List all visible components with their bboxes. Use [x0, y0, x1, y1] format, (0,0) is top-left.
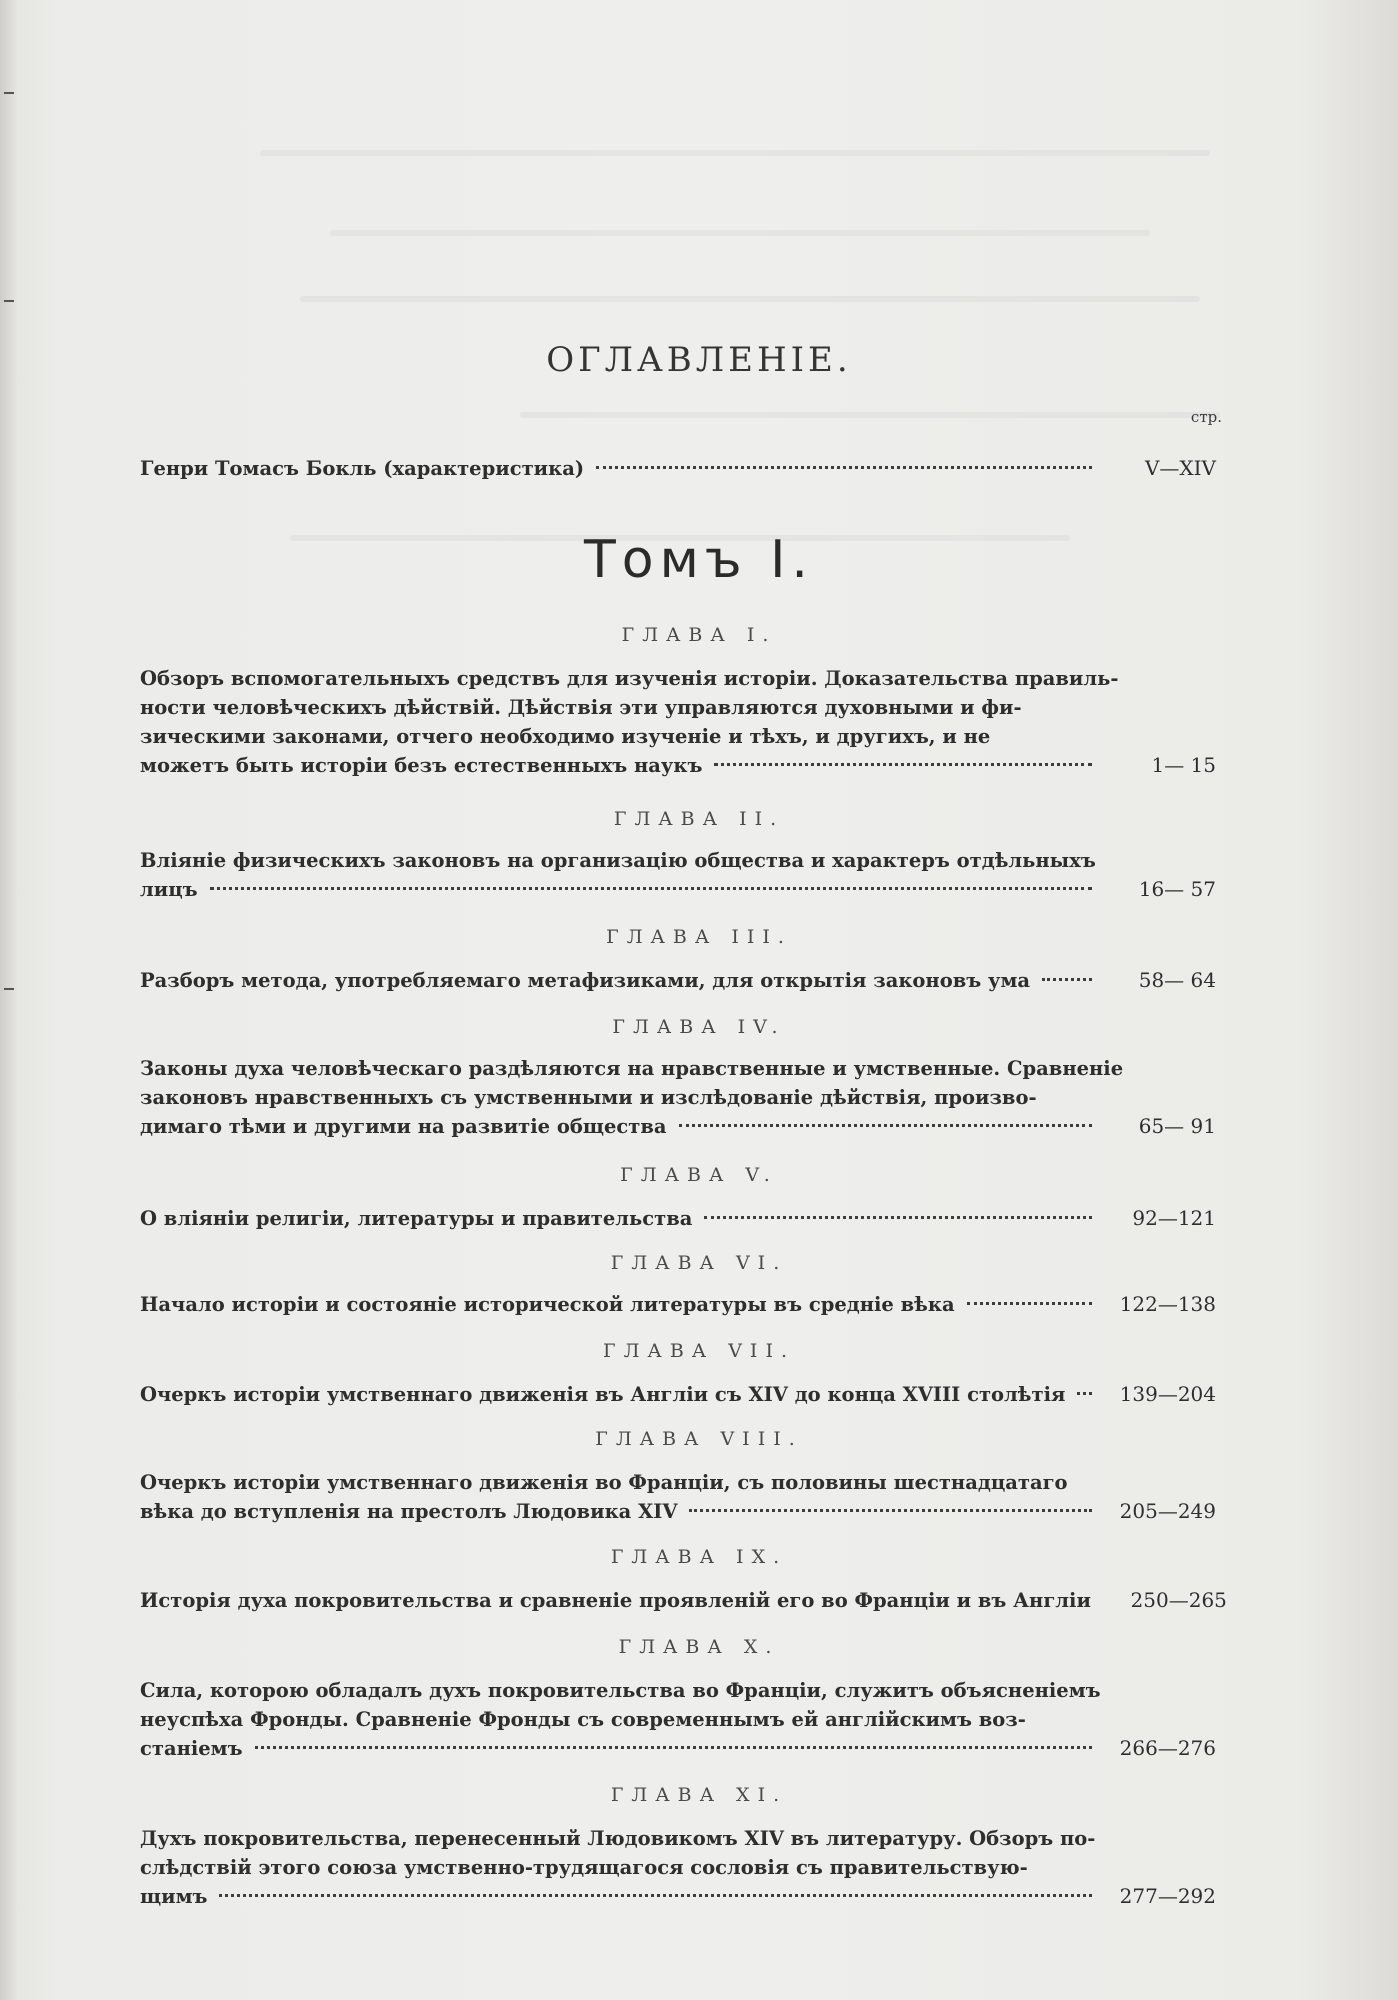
page-range: 266—276: [1119, 1736, 1216, 1760]
chapter-entry: Вліяніе физическихъ законовъ на организацію общества и характеръ отдѣльныхъ лицъ 16— 57: [140, 846, 1216, 904]
dot-leader: [1077, 1392, 1092, 1395]
page-title: ОГЛАВЛЕНІЕ.: [546, 340, 852, 380]
chapter-entry: Обзоръ вспомогательныхъ средствъ для изученія исторіи. Доказательства правиль- ности человѣческихъ дѣйствій. Дѣйствія эти управляются духовными и фи- зическими законами, отчего необходимо изученіе и тѣхъ, и другихъ, и не можетъ быть исторіи безъ естественныхъ наукъ 1— 15: [140, 664, 1216, 780]
dot-leader: [679, 1124, 1093, 1127]
chapter-entry: Сила, которою обладалъ духъ покровительства во Франціи, служитъ объясненіемъ неуспѣха Фронды. Сравненіе Фронды съ современнымъ ей англійскимъ воз- станіемъ 266—276: [140, 1676, 1216, 1763]
page-range: 122—138: [1119, 1292, 1216, 1316]
chapter-title: ГЛАВА IX.: [610, 1546, 788, 1568]
dot-leader: [1042, 978, 1092, 981]
chapter-entry: Разборъ метода, употребляемаго метафизиками, для открытія законовъ ума 58— 64: [140, 966, 1216, 995]
page-range: 92—121: [1132, 1206, 1216, 1230]
chapter-title: ГЛАВА X.: [618, 1636, 780, 1658]
page-range: 277—292: [1119, 1884, 1216, 1908]
dot-leader: [689, 1509, 1092, 1512]
chapter-title: ГЛАВА IV.: [612, 1016, 786, 1038]
bleed-through: [260, 150, 1210, 156]
page-column-label: стр.: [1190, 408, 1222, 426]
dot-leader: [596, 466, 1092, 469]
chapter-title: ГЛАВА III.: [606, 926, 792, 948]
chapter-title: ГЛАВА VIII.: [595, 1428, 803, 1450]
bleed-through: [520, 412, 1220, 418]
dot-leader: [255, 1746, 1092, 1749]
bleed-through: [330, 230, 1150, 236]
page-range: 250—265: [1130, 1588, 1227, 1612]
dot-leader: [219, 1894, 1092, 1897]
chapter-title: ГЛАВА XI.: [610, 1784, 788, 1806]
chapter-title: ГЛАВА I.: [621, 624, 777, 646]
chapter-entry: Очеркъ исторіи умственнаго движенія въ Англіи съ XIV до конца XVIII столѣтія 139—204: [140, 1380, 1216, 1409]
bleed-through: [300, 296, 1200, 302]
chapter-title: ГЛАВА II.: [613, 808, 785, 830]
dot-leader: [704, 1216, 1092, 1219]
intro-entry: [140, 454, 1216, 483]
page-range: 205—249: [1119, 1499, 1216, 1523]
page-range: 16— 57: [1138, 877, 1216, 901]
chapter-entry: Очеркъ исторіи умственнаго движенія во Франціи, съ половины шестнадцатаго вѣка до вступленія на престолъ Людовика XIV 205—249: [140, 1468, 1216, 1526]
page-range: 1— 15: [1151, 753, 1216, 777]
page-range: 65— 91: [1138, 1114, 1216, 1138]
chapter-entry: Законы духа человѣческаго раздѣляются на нравственные и умственные. Сравненіе законовъ нравственныхъ съ умственными и изслѣдованіе дѣйствія, произво- димаго тѣми и другими на развитіе общества 65— 91: [140, 1054, 1216, 1141]
chapter-entry: Духъ покровительства, перенесенный Людовикомъ XIV въ литературу. Обзоръ по- слѣдствій этого союза умственно-трудящагося сословія съ правительствую- щимъ 277—292: [140, 1824, 1216, 1911]
margin-mark: [4, 300, 14, 302]
margin-mark: [4, 988, 14, 990]
dot-leader: [714, 763, 1092, 766]
intro-text: Генри Томасъ Бокль (характеристика): [140, 457, 585, 480]
margin-mark: [4, 92, 14, 94]
intro-pages: V—XIV: [1144, 456, 1216, 480]
dot-leader: [967, 1302, 1092, 1305]
chapter-title: ГЛАВА VI.: [610, 1252, 788, 1274]
page-range: 139—204: [1119, 1382, 1216, 1406]
page-range: 58— 64: [1138, 968, 1216, 992]
chapter-entry: О вліяніи религіи, литературы и правительства 92—121: [140, 1204, 1216, 1233]
chapter-title: ГЛАВА V.: [620, 1164, 778, 1186]
chapter-entry: Начало исторіи и состояніе исторической литературы въ средніе вѣка 122—138: [140, 1290, 1216, 1319]
volume-title: Томъ I.: [584, 530, 814, 590]
chapter-title: ГЛАВА VII.: [603, 1340, 795, 1362]
dot-leader: [210, 887, 1092, 890]
chapter-entry: Исторія духа покровительства и сравненіе проявленій его во Франціи и въ Англіи 250—265: [140, 1586, 1216, 1615]
